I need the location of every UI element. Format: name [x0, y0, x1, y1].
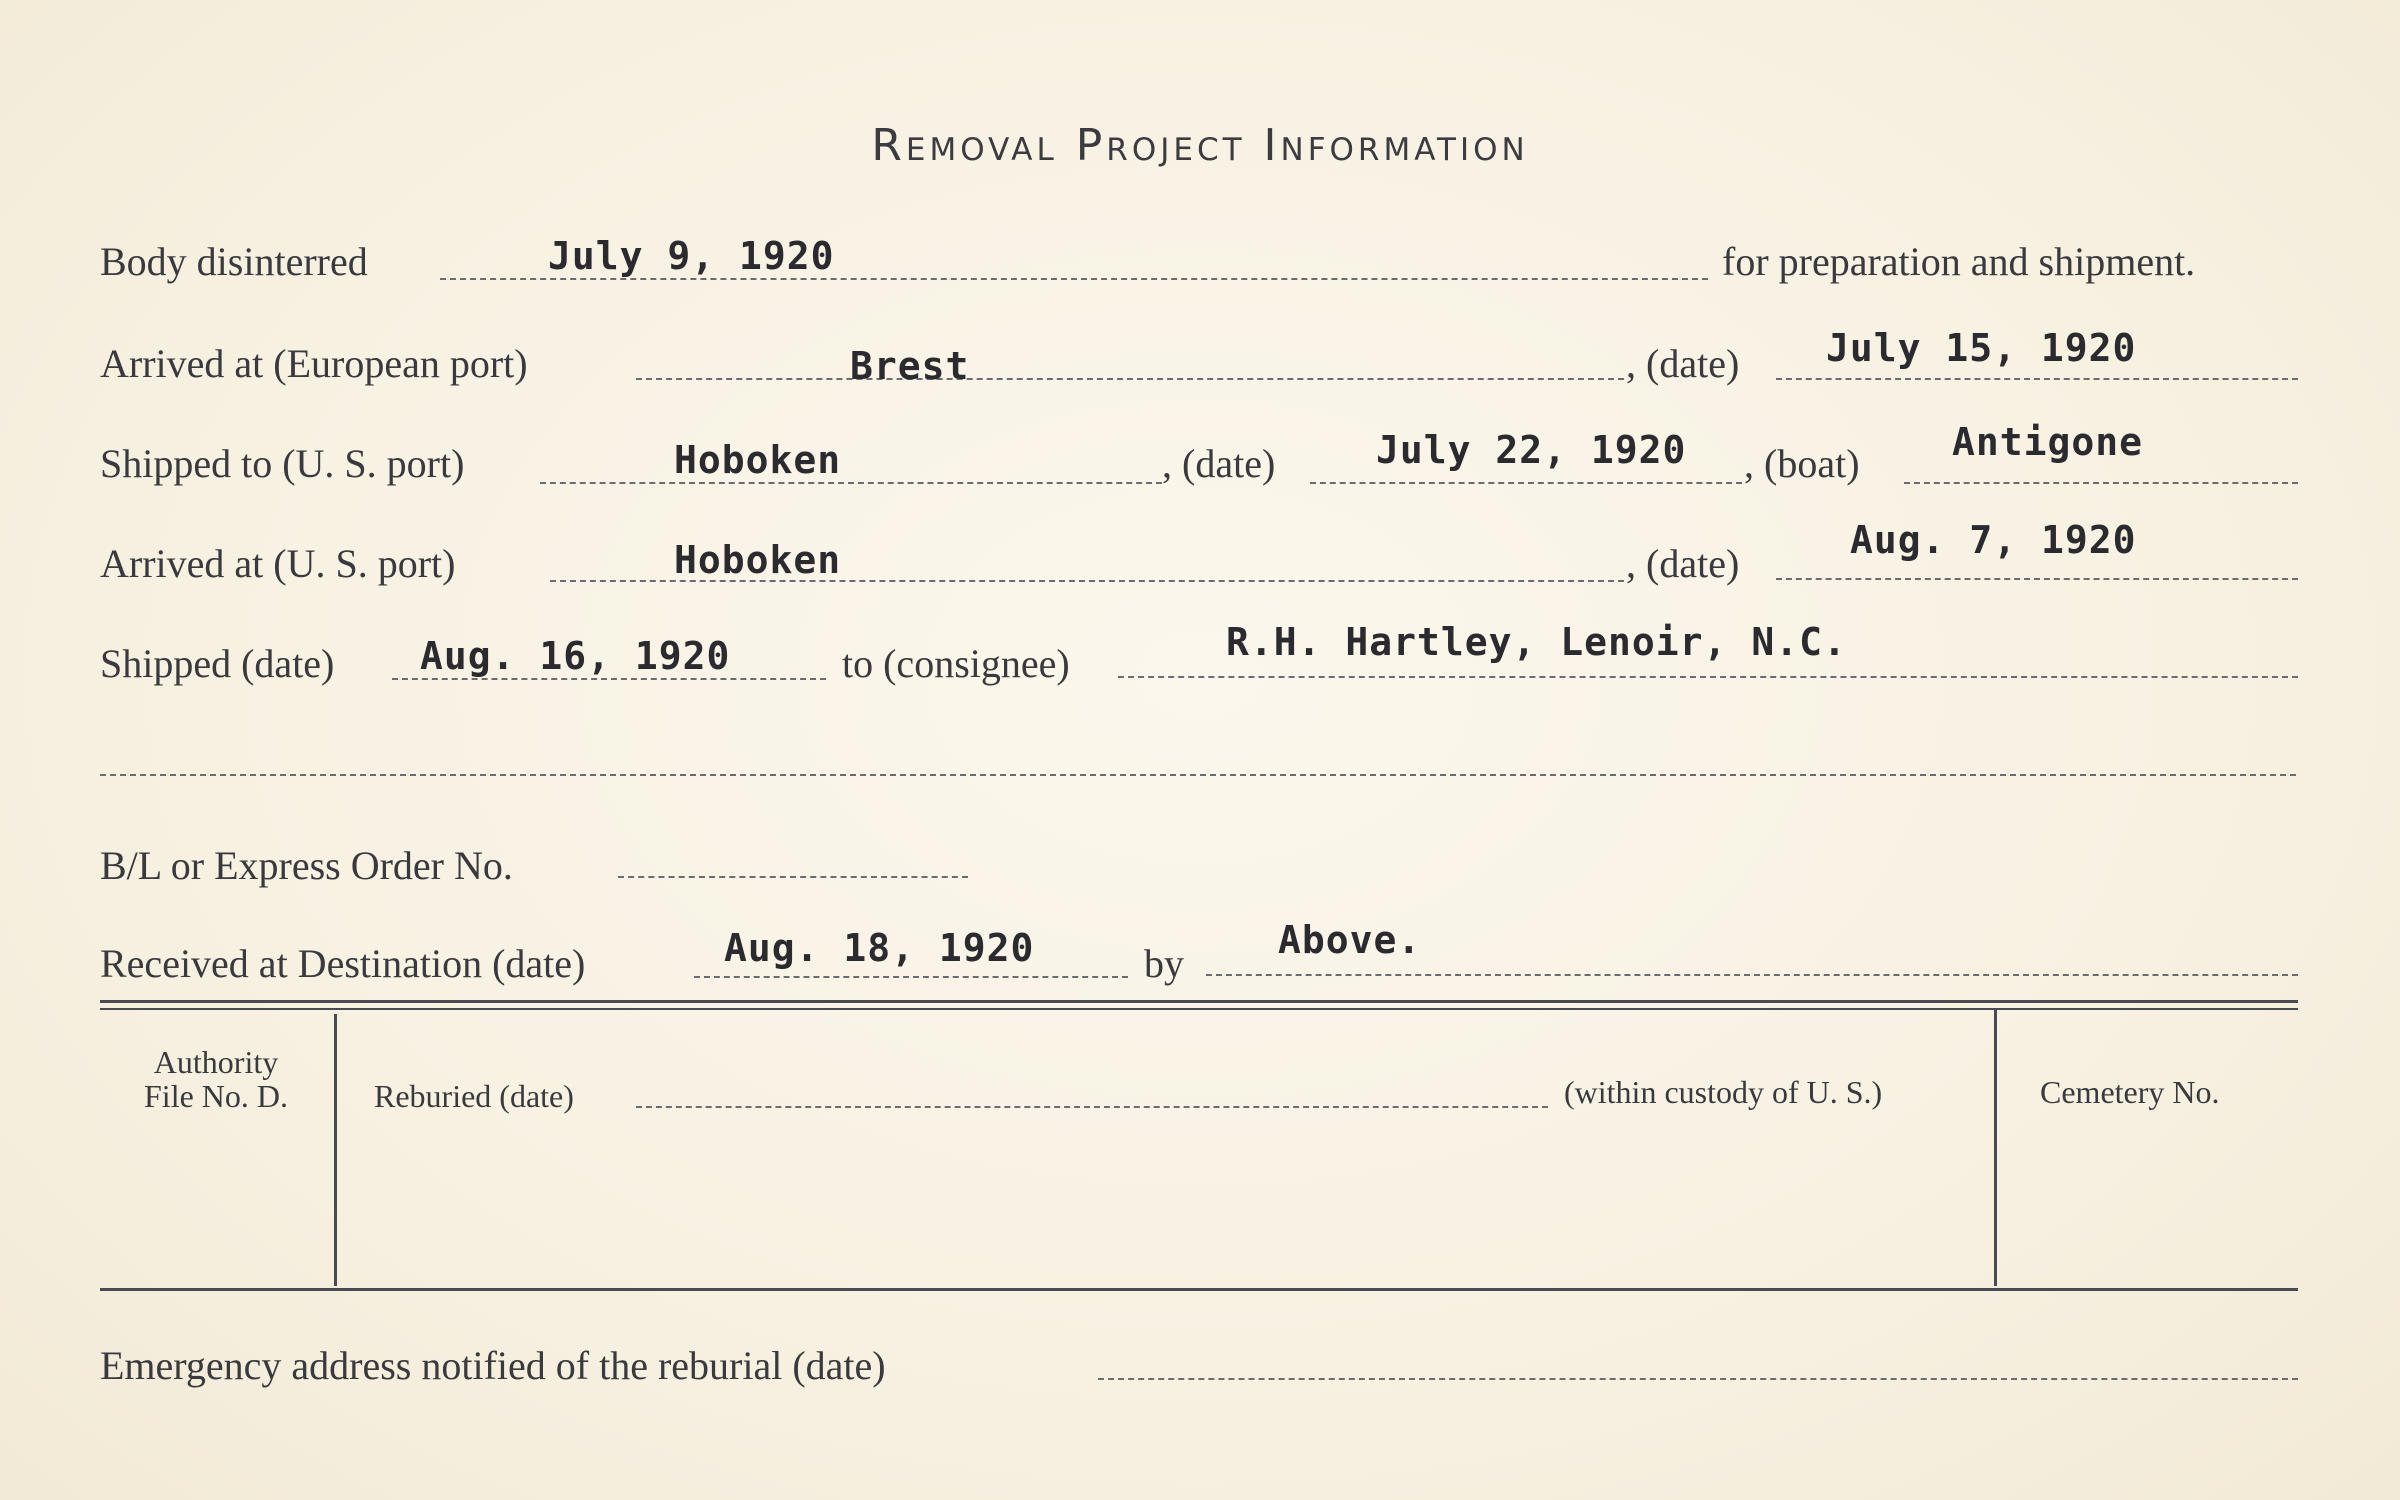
custody-label: (within custody of U. S.)	[1564, 1074, 1883, 1110]
us-shipped-date-value: July 22, 1920	[1376, 428, 1687, 472]
european-date-value: July 15, 1920	[1826, 326, 2137, 370]
consignee-value: R.H. Hartley, Lenoir, N.C.	[1226, 620, 1847, 664]
received-date-value: Aug. 18, 1920	[724, 926, 1035, 970]
cemetery-label: Cemetery No.	[2040, 1074, 2220, 1110]
us-port-shipped-label: Shipped to (U. S. port)	[100, 441, 465, 486]
european-port-value: Brest	[850, 344, 970, 388]
us-port-arrived-label: Arrived at (U. S. port)	[100, 541, 456, 586]
table-top-rule-inner	[100, 1008, 2298, 1010]
received-by-line	[1206, 974, 2298, 976]
shipped-date-label: Shipped (date)	[100, 641, 335, 686]
authority-label: Authority	[153, 1044, 279, 1080]
consignee-label: to (consignee)	[842, 641, 1070, 686]
received-date-line	[694, 976, 1128, 978]
form-title: Removal Project Information	[871, 120, 1529, 171]
disinterred-line	[440, 278, 1708, 280]
boat-value: Antigone	[1952, 420, 2144, 464]
reburied-line	[636, 1106, 1548, 1108]
us-shipped-date-label: , (date)	[1162, 441, 1276, 486]
disinterred-label: Body disinterred	[100, 239, 368, 284]
received-by-label: by	[1144, 941, 1184, 986]
boat-label: , (boat)	[1744, 441, 1860, 486]
emergency-line	[1098, 1378, 2298, 1380]
us-arrived-date-line	[1776, 578, 2298, 580]
us-port-shipped-value: Hoboken	[674, 438, 842, 482]
table-divider-left	[334, 1014, 337, 1286]
european-date-label: , (date)	[1626, 341, 1740, 386]
disinterred-suffix: for preparation and shipment.	[1722, 239, 2196, 284]
consignee-line	[1118, 676, 2298, 678]
european-port-label: Arrived at (European port)	[100, 341, 528, 386]
european-port-line	[636, 378, 1624, 380]
table-top-rule	[100, 1000, 2298, 1003]
us-port-shipped-line	[540, 482, 1162, 484]
us-port-arrived-value: Hoboken	[674, 538, 842, 582]
european-date-line	[1776, 378, 2298, 380]
shipped-date-line	[392, 678, 826, 680]
received-by-value: Above.	[1278, 918, 1422, 962]
bl-line	[618, 876, 968, 878]
reburied-label: Reburied (date)	[374, 1078, 574, 1114]
table-bottom-rule	[100, 1288, 2298, 1291]
us-arrived-date-label: , (date)	[1626, 541, 1740, 586]
disinterred-value: July 9, 1920	[548, 234, 835, 278]
table-divider-right	[1994, 1010, 1997, 1286]
authority-file-label: File No. D.	[144, 1078, 288, 1114]
blank-line	[100, 774, 2296, 776]
received-label: Received at Destination (date)	[100, 941, 586, 986]
boat-line	[1904, 482, 2298, 484]
bl-label: B/L or Express Order No.	[100, 843, 513, 888]
emergency-label: Emergency address notified of the reburial (date)	[100, 1343, 886, 1388]
us-shipped-date-line	[1310, 482, 1742, 484]
us-arrived-date-value: Aug. 7, 1920	[1850, 518, 2137, 562]
shipped-date-value: Aug. 16, 1920	[420, 634, 731, 678]
